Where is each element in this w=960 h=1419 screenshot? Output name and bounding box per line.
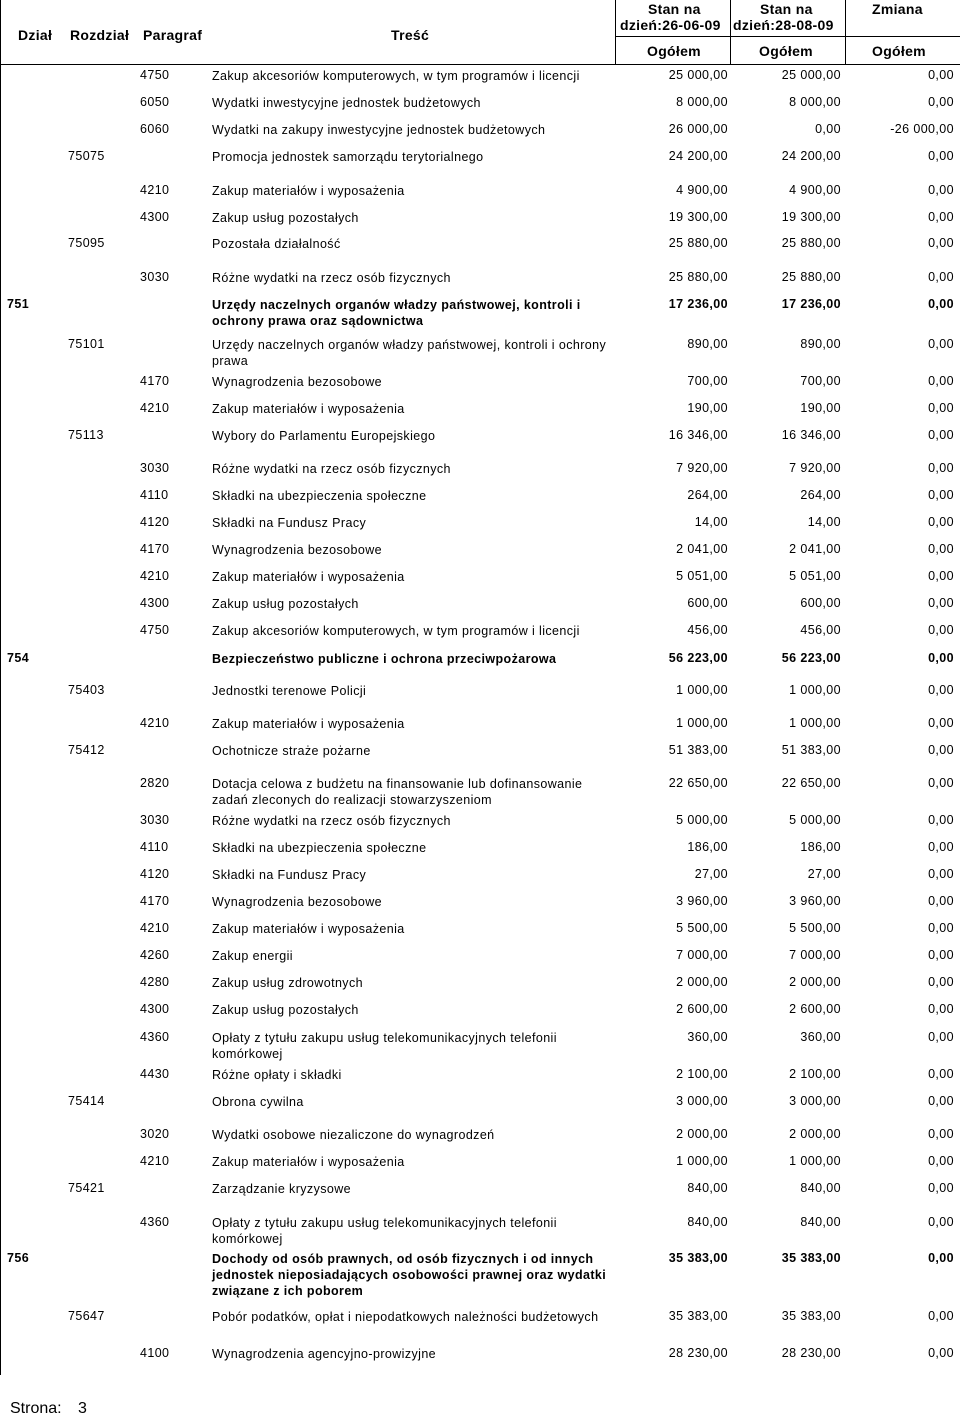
cell-tresc: Wynagrodzenia bezosobowe <box>212 375 383 389</box>
cell-zmiana: 0,00 <box>928 776 954 790</box>
cell-stan-28-08-09: 25 880,00 <box>781 236 841 250</box>
cell-stan-28-08-09: 2 000,00 <box>789 975 841 989</box>
cell-dzial: 751 <box>7 297 30 311</box>
cell-stan-26-06-09: 25 880,00 <box>668 236 728 250</box>
cell-stan-28-08-09: 1 000,00 <box>789 683 841 697</box>
cell-zmiana: 0,00 <box>928 337 954 351</box>
cell-paragraf: 6050 <box>140 95 170 109</box>
cell-paragraf: 4100 <box>140 1346 170 1360</box>
cell-zmiana: 0,00 <box>928 488 954 502</box>
cell-tresc: Składki na Fundusz Pracy <box>212 868 367 882</box>
cell-zmiana: 0,00 <box>928 428 954 442</box>
cell-stan-26-06-09: 7 000,00 <box>676 948 728 962</box>
cell-zmiana: 0,00 <box>928 1002 954 1016</box>
cell-stan-26-06-09: 28 230,00 <box>668 1346 728 1360</box>
cell-stan-26-06-09: 4 900,00 <box>676 183 728 197</box>
cell-zmiana: 0,00 <box>928 1094 954 1108</box>
cell-paragraf: 4120 <box>140 867 170 881</box>
cell-stan-26-06-09: 5 000,00 <box>676 813 728 827</box>
cell-stan-26-06-09: 3 960,00 <box>676 894 728 908</box>
cell-tresc: Pozostała działalność <box>212 237 341 251</box>
cell-paragraf: 4280 <box>140 975 170 989</box>
cell-paragraf: 4210 <box>140 569 170 583</box>
cell-zmiana: 0,00 <box>928 569 954 583</box>
cell-tresc: Różne opłaty i składki <box>212 1068 342 1082</box>
cell-tresc: Zakup usług pozostałych <box>212 1003 359 1017</box>
cell-stan-26-06-09: 190,00 <box>687 401 728 415</box>
cell-stan-28-08-09: 456,00 <box>800 623 841 637</box>
cell-stan-28-08-09: 2 000,00 <box>789 1127 841 1141</box>
header-tresc: Treść <box>391 27 430 43</box>
cell-zmiana: 0,00 <box>928 1154 954 1168</box>
cell-stan-28-08-09: 35 383,00 <box>781 1309 841 1323</box>
cell-tresc: Zakup usług pozostałych <box>212 597 359 611</box>
cell-paragraf: 4750 <box>140 68 170 82</box>
cell-zmiana: 0,00 <box>928 1251 954 1265</box>
cell-zmiana: 0,00 <box>928 1127 954 1141</box>
cell-zmiana: 0,00 <box>928 1346 954 1360</box>
cell-paragraf: 2820 <box>140 776 170 790</box>
cell-zmiana: 0,00 <box>928 542 954 556</box>
cell-paragraf: 4210 <box>140 921 170 935</box>
cell-stan-26-06-09: 5 500,00 <box>676 921 728 935</box>
cell-stan-26-06-09: 14,00 <box>694 515 728 529</box>
cell-zmiana: 0,00 <box>928 1181 954 1195</box>
cell-tresc: Różne wydatki na rzecz osób fizycznych <box>212 814 451 828</box>
cell-zmiana: 0,00 <box>928 948 954 962</box>
cell-paragraf: 4110 <box>140 488 169 502</box>
cell-stan-28-08-09: 3 000,00 <box>789 1094 841 1108</box>
cell-zmiana: 0,00 <box>928 683 954 697</box>
cell-stan-26-06-09: 25 000,00 <box>668 68 728 82</box>
cell-dzial: 756 <box>7 1251 30 1265</box>
cell-stan-28-08-09: 840,00 <box>800 1215 841 1229</box>
header-dzial: Dział <box>18 27 53 43</box>
cell-zmiana: 0,00 <box>928 894 954 908</box>
header-bottom-line <box>0 64 960 65</box>
cell-stan-28-08-09: 264,00 <box>800 488 841 502</box>
cell-paragraf: 4210 <box>140 183 170 197</box>
cell-paragraf: 3020 <box>140 1127 170 1141</box>
cell-tresc: Wydatki inwestycyjne jednostek budżetowych <box>212 96 481 110</box>
cell-paragraf: 4210 <box>140 1154 170 1168</box>
cell-stan-28-08-09: 5 000,00 <box>789 813 841 827</box>
cell-stan-26-06-09: 5 051,00 <box>676 569 728 583</box>
cell-paragraf: 4360 <box>140 1030 170 1044</box>
cell-tresc: Pobór podatków, opłat i niepodatkowych należności budżetowych <box>212 1310 599 1324</box>
cell-stan-28-08-09: 360,00 <box>800 1030 841 1044</box>
cell-paragraf: 3030 <box>140 270 170 284</box>
cell-zmiana: 0,00 <box>928 515 954 529</box>
cell-stan-28-08-09: 7 000,00 <box>789 948 841 962</box>
cell-tresc: Zakup usług pozostałych <box>212 211 359 225</box>
cell-dzial: 754 <box>7 651 30 665</box>
cell-stan-28-08-09: 1 000,00 <box>789 716 841 730</box>
cell-stan-26-06-09: 1 000,00 <box>676 683 728 697</box>
left-border <box>0 0 1 1375</box>
cell-stan-28-08-09: 16 346,00 <box>781 428 841 442</box>
cell-zmiana: 0,00 <box>928 975 954 989</box>
cell-stan-28-08-09: 2 100,00 <box>789 1067 841 1081</box>
cell-stan-26-06-09: 8 000,00 <box>676 95 728 109</box>
cell-zmiana: 0,00 <box>928 401 954 415</box>
cell-tresc: Bezpieczeństwo publiczne i ochrona przeciwpożarowa <box>212 652 557 666</box>
cell-stan-28-08-09: 5 051,00 <box>789 569 841 583</box>
cell-paragraf: 4300 <box>140 1002 170 1016</box>
header-col2-line1: Stan na <box>760 1 813 17</box>
cell-rozdzial: 75403 <box>68 683 105 697</box>
cell-tresc: Wynagrodzenia agencyjno-prowizyjne <box>212 1347 437 1361</box>
cell-zmiana: 0,00 <box>928 461 954 475</box>
header-ogolem-1: Ogółem <box>647 43 701 59</box>
header-rozdzial: Rozdział <box>70 27 130 43</box>
cell-paragraf: 4210 <box>140 716 170 730</box>
cell-tresc: Składki na ubezpieczenia społeczne <box>212 841 427 855</box>
cell-zmiana: 0,00 <box>928 95 954 109</box>
cell-paragraf: 4430 <box>140 1067 170 1081</box>
cell-tresc: Wybory do Parlamentu Europejskiego <box>212 429 436 443</box>
cell-rozdzial: 75095 <box>68 236 105 250</box>
header-vline-1 <box>615 0 616 64</box>
cell-zmiana: 0,00 <box>928 743 954 757</box>
cell-tresc: Wynagrodzenia bezosobowe <box>212 543 383 557</box>
cell-stan-26-06-09: 890,00 <box>687 337 728 351</box>
cell-tresc: Zakup akcesoriów komputerowych, w tym programów i licencji <box>212 69 580 83</box>
cell-stan-28-08-09: 22 650,00 <box>781 776 841 790</box>
cell-stan-28-08-09: 3 960,00 <box>789 894 841 908</box>
cell-stan-28-08-09: 0,00 <box>815 122 841 136</box>
cell-stan-26-06-09: 2 041,00 <box>676 542 728 556</box>
cell-stan-26-06-09: 3 000,00 <box>676 1094 728 1108</box>
cell-stan-26-06-09: 35 383,00 <box>668 1309 728 1323</box>
cell-zmiana: 0,00 <box>928 297 954 311</box>
cell-zmiana: 0,00 <box>928 651 954 665</box>
cell-stan-26-06-09: 186,00 <box>687 840 728 854</box>
cell-stan-26-06-09: 16 346,00 <box>668 428 728 442</box>
cell-stan-28-08-09: 51 383,00 <box>781 743 841 757</box>
cell-zmiana: 0,00 <box>928 1030 954 1044</box>
header-divider-line <box>615 36 960 37</box>
cell-rozdzial: 75113 <box>68 428 104 442</box>
cell-stan-28-08-09: 840,00 <box>800 1181 841 1195</box>
cell-tresc: Zakup materiałów i wyposażenia <box>212 922 405 936</box>
cell-paragraf: 4170 <box>140 894 170 908</box>
header-col2-line2: dzień:28-08-09 <box>733 17 834 33</box>
cell-zmiana: 0,00 <box>928 210 954 224</box>
cell-zmiana: 0,00 <box>928 1067 954 1081</box>
cell-stan-28-08-09: 7 920,00 <box>789 461 841 475</box>
cell-tresc: Dochody od osób prawnych, od osób fizycznych i od innych jednostek nieposiadających osobowości prawnej oraz wydatki związane z ich poborem <box>212 1252 607 1298</box>
header-ogolem-3: Ogółem <box>872 43 926 59</box>
cell-stan-28-08-09: 25 880,00 <box>781 270 841 284</box>
cell-paragraf: 6060 <box>140 122 170 136</box>
cell-stan-26-06-09: 2 600,00 <box>676 1002 728 1016</box>
header-ogolem-2: Ogółem <box>759 43 813 59</box>
cell-tresc: Różne wydatki na rzecz osób fizycznych <box>212 271 451 285</box>
header-col1-line1: Stan na <box>648 1 701 17</box>
cell-stan-26-06-09: 26 000,00 <box>668 122 728 136</box>
cell-paragraf: 4360 <box>140 1215 170 1229</box>
cell-zmiana: 0,00 <box>928 1309 954 1323</box>
cell-zmiana: 0,00 <box>928 236 954 250</box>
cell-stan-26-06-09: 2 000,00 <box>676 1127 728 1141</box>
cell-stan-26-06-09: 264,00 <box>687 488 728 502</box>
cell-stan-28-08-09: 8 000,00 <box>789 95 841 109</box>
cell-stan-26-06-09: 2 100,00 <box>676 1067 728 1081</box>
cell-tresc: Wydatki na zakupy inwestycyjne jednostek budżetowych <box>212 123 546 137</box>
cell-stan-28-08-09: 19 300,00 <box>781 210 841 224</box>
footer-label: Strona: <box>10 1400 62 1417</box>
cell-tresc: Zakup materiałów i wyposażenia <box>212 402 405 416</box>
cell-stan-26-06-09: 51 383,00 <box>668 743 728 757</box>
cell-stan-26-06-09: 600,00 <box>687 596 728 610</box>
cell-stan-28-08-09: 27,00 <box>807 867 841 881</box>
cell-zmiana: 0,00 <box>928 374 954 388</box>
cell-paragraf: 4300 <box>140 596 170 610</box>
cell-tresc: Urzędy naczelnych organów władzy państwowej, kontroli i ochrony prawa <box>212 338 607 368</box>
cell-stan-26-06-09: 19 300,00 <box>668 210 728 224</box>
cell-zmiana: 0,00 <box>928 867 954 881</box>
cell-stan-28-08-09: 2 041,00 <box>789 542 841 556</box>
header-col1-line2: dzień:26-06-09 <box>620 17 721 33</box>
cell-stan-26-06-09: 1 000,00 <box>676 1154 728 1168</box>
cell-zmiana: 0,00 <box>928 840 954 854</box>
cell-tresc: Zakup materiałów i wyposażenia <box>212 1155 405 1169</box>
cell-tresc: Opłaty z tytułu zakupu usług telekomunikacyjnych telefonii komórkowej <box>212 1216 557 1246</box>
cell-tresc: Zakup materiałów i wyposażenia <box>212 184 405 198</box>
cell-stan-26-06-09: 700,00 <box>687 374 728 388</box>
page-footer <box>10 1400 87 1418</box>
cell-rozdzial: 75647 <box>68 1309 105 1323</box>
cell-paragraf: 4750 <box>140 623 170 637</box>
cell-stan-26-06-09: 360,00 <box>687 1030 728 1044</box>
cell-tresc: Zakup akcesoriów komputerowych, w tym programów i licencji <box>212 624 580 638</box>
header-paragraf: Paragraf <box>143 27 203 43</box>
header-col3-line1: Zmiana <box>872 1 923 17</box>
cell-stan-28-08-09: 28 230,00 <box>781 1346 841 1360</box>
cell-rozdzial: 75101 <box>68 337 105 351</box>
cell-stan-28-08-09: 25 000,00 <box>781 68 841 82</box>
cell-stan-26-06-09: 22 650,00 <box>668 776 728 790</box>
cell-rozdzial: 75075 <box>68 149 105 163</box>
cell-tresc: Zakup materiałów i wyposażenia <box>212 717 405 731</box>
cell-stan-26-06-09: 456,00 <box>687 623 728 637</box>
cell-stan-26-06-09: 17 236,00 <box>668 297 728 311</box>
header-vline-2 <box>730 0 731 64</box>
cell-tresc: Składki na ubezpieczenia społeczne <box>212 489 427 503</box>
cell-zmiana: 0,00 <box>928 149 954 163</box>
cell-stan-28-08-09: 890,00 <box>800 337 841 351</box>
cell-tresc: Zakup materiałów i wyposażenia <box>212 570 405 584</box>
cell-tresc: Opłaty z tytułu zakupu usług telekomunikacyjnych telefonii komórkowej <box>212 1031 557 1061</box>
cell-tresc: Dotacja celowa z budżetu na finansowanie lub dofinansowanie zadań zleconych do realizacji stowarzyszeniom <box>212 777 583 807</box>
cell-tresc: Zakup energii <box>212 949 293 963</box>
cell-tresc: Składki na Fundusz Pracy <box>212 516 367 530</box>
cell-tresc: Zarządzanie kryzysowe <box>212 1182 352 1196</box>
cell-paragraf: 4210 <box>140 401 170 415</box>
cell-stan-26-06-09: 27,00 <box>694 867 728 881</box>
cell-stan-28-08-09: 14,00 <box>807 515 841 529</box>
cell-stan-28-08-09: 1 000,00 <box>789 1154 841 1168</box>
cell-tresc: Promocja jednostek samorządu terytorialnego <box>212 150 484 164</box>
cell-zmiana: 0,00 <box>928 716 954 730</box>
cell-zmiana: 0,00 <box>928 183 954 197</box>
cell-tresc: Urzędy naczelnych organów władzy państwowej, kontroli i ochrony prawa oraz sądownictwa <box>212 298 581 328</box>
cell-stan-26-06-09: 840,00 <box>687 1215 728 1229</box>
cell-paragraf: 4170 <box>140 542 170 556</box>
cell-stan-26-06-09: 1 000,00 <box>676 716 728 730</box>
cell-paragraf: 3030 <box>140 461 170 475</box>
cell-paragraf: 4170 <box>140 374 170 388</box>
cell-stan-28-08-09: 600,00 <box>800 596 841 610</box>
cell-zmiana: 0,00 <box>928 596 954 610</box>
cell-rozdzial: 75421 <box>68 1181 105 1195</box>
cell-stan-28-08-09: 17 236,00 <box>781 297 841 311</box>
cell-stan-28-08-09: 5 500,00 <box>789 921 841 935</box>
cell-zmiana: 0,00 <box>928 623 954 637</box>
cell-tresc: Zakup usług zdrowotnych <box>212 976 363 990</box>
cell-tresc: Wydatki osobowe niezaliczone do wynagrodzeń <box>212 1128 495 1142</box>
cell-stan-26-06-09: 56 223,00 <box>668 651 728 665</box>
cell-stan-28-08-09: 56 223,00 <box>781 651 841 665</box>
cell-tresc: Ochotnicze straże pożarne <box>212 744 371 758</box>
cell-stan-28-08-09: 186,00 <box>800 840 841 854</box>
cell-paragraf: 4120 <box>140 515 170 529</box>
cell-tresc: Różne wydatki na rzecz osób fizycznych <box>212 462 451 476</box>
header-vline-3 <box>845 0 846 64</box>
cell-zmiana: 0,00 <box>928 68 954 82</box>
cell-stan-28-08-09: 700,00 <box>800 374 841 388</box>
footer-page-number: 3 <box>78 1400 87 1417</box>
cell-tresc: Wynagrodzenia bezosobowe <box>212 895 383 909</box>
cell-stan-26-06-09: 35 383,00 <box>668 1251 728 1265</box>
cell-zmiana: 0,00 <box>928 813 954 827</box>
cell-stan-28-08-09: 24 200,00 <box>781 149 841 163</box>
cell-rozdzial: 75412 <box>68 743 105 757</box>
cell-stan-26-06-09: 840,00 <box>687 1181 728 1195</box>
cell-rozdzial: 75414 <box>68 1094 105 1108</box>
cell-stan-26-06-09: 7 920,00 <box>676 461 728 475</box>
cell-stan-28-08-09: 2 600,00 <box>789 1002 841 1016</box>
cell-zmiana: -26 000,00 <box>890 122 954 136</box>
cell-zmiana: 0,00 <box>928 921 954 935</box>
cell-stan-26-06-09: 24 200,00 <box>668 149 728 163</box>
cell-paragraf: 4260 <box>140 948 170 962</box>
cell-stan-26-06-09: 25 880,00 <box>668 270 728 284</box>
cell-stan-26-06-09: 2 000,00 <box>676 975 728 989</box>
cell-stan-28-08-09: 190,00 <box>800 401 841 415</box>
cell-zmiana: 0,00 <box>928 1215 954 1229</box>
cell-zmiana: 0,00 <box>928 270 954 284</box>
cell-stan-28-08-09: 35 383,00 <box>781 1251 841 1265</box>
cell-paragraf: 4300 <box>140 210 170 224</box>
cell-paragraf: 4110 <box>140 840 169 854</box>
cell-paragraf: 3030 <box>140 813 170 827</box>
cell-tresc: Obrona cywilna <box>212 1095 304 1109</box>
cell-tresc: Jednostki terenowe Policji <box>212 684 367 698</box>
cell-stan-28-08-09: 4 900,00 <box>789 183 841 197</box>
